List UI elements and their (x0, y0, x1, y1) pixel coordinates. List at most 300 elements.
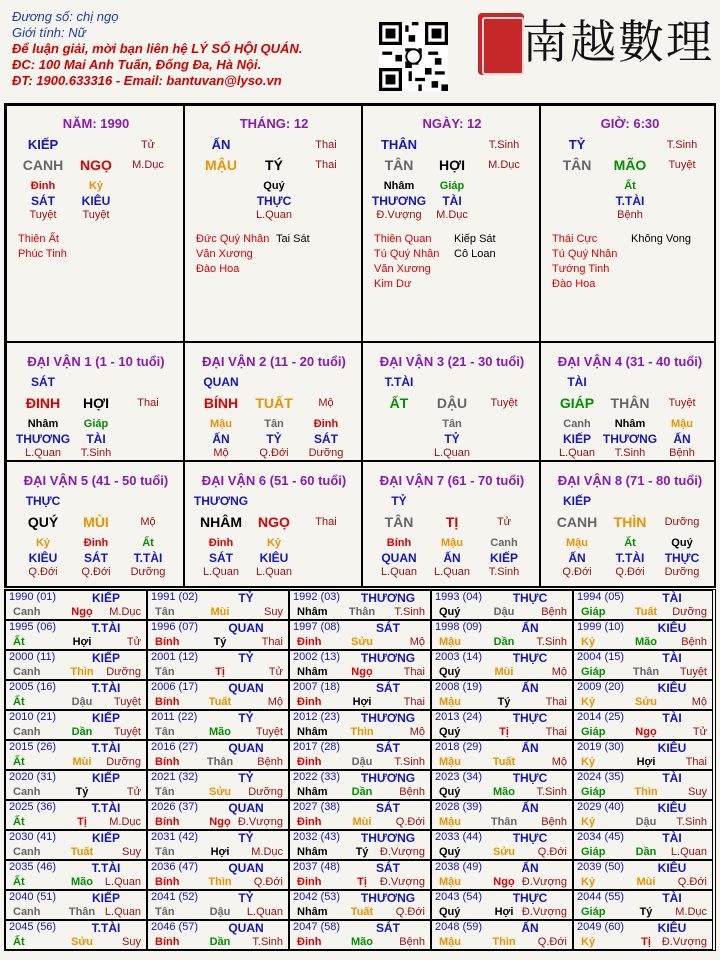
year-stem: Kỷ (581, 876, 596, 888)
dai-van-branch: MÙI (83, 514, 109, 530)
annual-luck-grid (4, 589, 716, 951)
dai-van-stage: Tuyệt (490, 397, 518, 409)
year-ten-god: T.TÀI (91, 861, 121, 875)
hidden-ten-god: ẤN (443, 551, 461, 565)
year-cell[interactable] (431, 710, 573, 740)
dai-van-stage: Thai (315, 516, 337, 528)
year-cell[interactable] (5, 860, 147, 890)
year-cell[interactable] (573, 830, 713, 860)
year-stage: Tuyệt (679, 666, 707, 678)
year-stem: Đinh (297, 816, 322, 828)
hidden-ten-god: T.TÀI (615, 551, 645, 565)
year-branch: Tị (499, 726, 509, 738)
year-stage: Thai (403, 696, 425, 708)
year-cell[interactable] (5, 890, 147, 920)
hidden-ten-god: SÁT (31, 194, 55, 208)
year-cell[interactable] (147, 800, 289, 830)
year-stem: Quý (439, 786, 461, 798)
year-ten-god: TÀI (662, 831, 682, 845)
year-cell[interactable] (5, 710, 147, 740)
star-item: Kim Dư (374, 278, 412, 290)
year-stem: Đinh (297, 936, 322, 948)
year-branch: Thìn (634, 786, 658, 798)
year-cell[interactable] (147, 710, 289, 740)
year-ten-god: ẤN (521, 801, 539, 815)
year-cell[interactable] (289, 860, 431, 890)
year-cell[interactable] (5, 680, 147, 710)
year-cell[interactable] (431, 830, 573, 860)
year-ten-god: KIÊU (657, 681, 687, 695)
year-cell[interactable] (431, 800, 573, 830)
year-label: 2025 (36) (9, 801, 57, 813)
pillar-branch: NGỌ (80, 157, 112, 173)
year-label: 2027 (38) (293, 801, 341, 813)
pillar-stem: CANH (22, 157, 64, 173)
hidden-stage: Q.Đới (81, 566, 111, 578)
year-stage: Tuyệt (255, 726, 283, 738)
hidden-stem: Tân (264, 418, 284, 430)
year-ten-god: SÁT (376, 621, 400, 635)
hidden-ten-god: SÁT (84, 551, 108, 565)
year-cell[interactable] (431, 920, 573, 950)
hidden-stem: Quý (671, 537, 693, 549)
year-cell[interactable] (573, 710, 713, 740)
year-label: 2004 (15) (577, 651, 625, 663)
star-item: Đào Hoa (196, 263, 240, 275)
year-cell[interactable] (573, 620, 713, 650)
pillar-stem: TÂN (384, 157, 414, 173)
hidden-stage: Dưỡng (664, 566, 700, 578)
year-cell[interactable] (573, 920, 713, 950)
year-label: 2009 (20) (577, 681, 625, 693)
year-cell[interactable] (573, 590, 713, 620)
year-label: 2018 (29) (435, 741, 483, 753)
year-branch: Mão (351, 936, 373, 948)
year-cell[interactable] (431, 740, 573, 770)
year-ten-god: SÁT (376, 741, 400, 755)
year-stem: Bính (155, 696, 180, 708)
year-label: 2019 (30) (577, 741, 625, 753)
year-cell[interactable] (147, 920, 289, 950)
year-stem: Nhâm (297, 666, 328, 678)
year-ten-god: TỶ (238, 771, 254, 785)
year-cell[interactable] (147, 680, 289, 710)
year-label: 2007 (18) (293, 681, 341, 693)
year-ten-god: TỶ (238, 651, 254, 665)
year-ten-god: THƯƠNG (360, 771, 416, 785)
dai-van-stem: CANH (556, 514, 598, 530)
phone-email[interactable]: ĐT: 1900.633316 - Email: bantuvan@lyso.vn (12, 73, 282, 88)
year-stage: T.Sinh (536, 786, 567, 798)
year-stem: Quý (439, 606, 461, 618)
year-label: 1997 (08) (293, 621, 341, 633)
hidden-stage: Đ.Vượng (376, 209, 422, 221)
year-cell[interactable] (147, 740, 289, 770)
year-label: 2048 (59) (435, 921, 483, 933)
year-stem: Nhâm (297, 786, 328, 798)
year-stage: Bệnh (399, 936, 425, 948)
year-ten-god: THƯƠNG (360, 651, 416, 665)
year-stage: Q.Đới (537, 846, 567, 858)
year-stem: Mậu (439, 636, 461, 648)
year-cell[interactable] (147, 650, 289, 680)
star-item: Tú Quý Nhân (552, 248, 618, 260)
pillar-stage-top: Tử (140, 139, 156, 151)
hidden-stem: Mậu (210, 418, 232, 430)
year-label: 2039 (50) (577, 861, 625, 873)
year-branch: Sửu (634, 696, 658, 708)
year-ten-god: KIẾP (91, 591, 121, 605)
year-label: 2033 (44) (435, 831, 483, 843)
year-stage: L.Quan (246, 906, 283, 918)
year-ten-god: THƯƠNG (360, 831, 416, 845)
year-stage: Tuyệt (113, 726, 141, 738)
year-ten-god: THỰC (512, 591, 548, 605)
hidden-stage: Q.Đới (28, 566, 58, 578)
year-ten-god: KIÊU (657, 741, 687, 755)
year-ten-god: QUAN (228, 801, 264, 815)
star-item: Thiên Ất (18, 233, 59, 245)
year-cell[interactable] (431, 590, 573, 620)
hidden-ten-god: KIẾP (489, 551, 519, 565)
dai-van-ten-god: TÀI (567, 375, 587, 389)
star-item: Thiên Quan (374, 233, 432, 245)
pillar-stem: MẬU (205, 157, 237, 173)
year-cell[interactable] (573, 800, 713, 830)
year-branch: Mùi (494, 666, 514, 678)
year-ten-god: TỶ (238, 711, 254, 725)
year-stage: Suy (122, 846, 141, 858)
pillar-title: NĂM: 1990 (62, 116, 130, 131)
year-stem: Kỷ (581, 936, 596, 948)
year-stage: Đ.Vượng (661, 936, 707, 948)
hidden-stem: Tân (442, 418, 462, 430)
hidden-ten-god: THƯƠNG (15, 432, 71, 446)
pillar-cell (362, 105, 540, 342)
star-item: Thái Cực (552, 233, 598, 245)
year-stem: Ất (13, 816, 25, 828)
hidden-ten-god: T.TÀI (133, 551, 163, 565)
year-stage: Mộ (267, 696, 283, 708)
year-cell[interactable] (147, 830, 289, 860)
year-branch: Sửu (208, 786, 232, 798)
year-label: 2023 (34) (435, 771, 483, 783)
year-ten-god: QUAN (228, 621, 264, 635)
year-cell[interactable] (289, 590, 431, 620)
dai-van-ten-god: QUAN (203, 375, 239, 389)
year-branch: Tuất (634, 606, 658, 618)
year-cell[interactable] (431, 650, 573, 680)
year-stem: Tân (155, 606, 175, 618)
dai-van-ten-god: SÁT (31, 375, 55, 389)
year-label: 2002 (13) (293, 651, 341, 663)
year-cell[interactable] (5, 740, 147, 770)
year-cell[interactable] (147, 770, 289, 800)
year-stage: Bệnh (541, 606, 567, 618)
year-ten-god: KIÊU (657, 621, 687, 635)
year-label: 2047 (58) (293, 921, 341, 933)
year-cell[interactable] (289, 770, 431, 800)
dai-van-branch: TỊ (445, 514, 459, 530)
year-cell[interactable] (5, 830, 147, 860)
dai-van-stage: Dưỡng (664, 516, 700, 528)
year-ten-god: SÁT (376, 801, 400, 815)
year-ten-god: ẤN (521, 621, 539, 635)
pillar-stage: M.Dục (132, 159, 164, 171)
year-branch: Hợi (636, 756, 656, 768)
dai-van-stem: ẤT (389, 395, 409, 411)
year-cell[interactable] (573, 770, 713, 800)
year-branch: Hợi (72, 636, 92, 648)
year-cell[interactable] (289, 800, 431, 830)
year-cell[interactable] (573, 890, 713, 920)
pillar-stage-top: Thai (315, 139, 337, 151)
hidden-ten-god: SÁT (209, 551, 233, 565)
year-branch: Tý (639, 906, 653, 918)
year-stem: Nhâm (297, 846, 328, 858)
year-ten-god: TỶ (238, 591, 254, 605)
year-ten-god: SÁT (376, 681, 400, 695)
year-label: 2014 (25) (577, 711, 625, 723)
year-stage: Thai (545, 726, 567, 738)
year-cell[interactable] (573, 680, 713, 710)
year-ten-god: ẤN (521, 681, 539, 695)
year-ten-god: KIẾP (91, 891, 121, 905)
hidden-stem: Mậu (441, 537, 463, 549)
year-stem: Canh (13, 606, 41, 618)
year-branch: Dần (209, 936, 231, 948)
year-label: 1995 (06) (9, 621, 57, 633)
year-stem: Bính (155, 936, 180, 948)
year-label: 2042 (53) (293, 891, 341, 903)
year-stage: Đ.Vượng (379, 846, 425, 858)
year-stage: Dưỡng (672, 606, 707, 618)
year-cell[interactable] (147, 590, 289, 620)
year-stage: M.Dục (109, 606, 141, 618)
year-branch: Mão (493, 786, 515, 798)
year-stem: Mậu (439, 756, 461, 768)
year-cell[interactable] (5, 620, 147, 650)
year-ten-god: ẤN (521, 921, 539, 935)
year-label: 1991 (02) (151, 591, 199, 603)
year-label: 2029 (40) (577, 801, 625, 813)
year-cell[interactable] (289, 740, 431, 770)
star-item: Cô Loan (454, 248, 496, 260)
pillars-grid (4, 103, 716, 588)
pillar-stage-top: T.Sinh (666, 139, 698, 151)
hidden-ten-god: THỰC (256, 194, 292, 208)
year-ten-god: KIẾP (91, 711, 121, 725)
year-stem: Ất (13, 636, 25, 648)
year-cell[interactable] (289, 920, 431, 950)
dai-van-stage: Thai (137, 397, 159, 409)
star-item: Phúc Tinh (18, 248, 67, 260)
dai-van-stem: GIÁP (559, 395, 595, 411)
year-label: 2031 (42) (151, 831, 199, 843)
year-branch: Hợi (494, 906, 514, 918)
year-branch: Mùi (210, 606, 230, 618)
year-stem: Nhâm (297, 906, 328, 918)
dai-van-title: ĐẠI VẬN 6 (51 - 60 tuổi) (201, 473, 347, 488)
year-cell[interactable] (289, 890, 431, 920)
hidden-stage: T.Sinh (488, 566, 520, 578)
hidden-ten-god: THỰC (664, 551, 700, 565)
year-label: 1999 (10) (577, 621, 625, 633)
year-label: 1993 (04) (435, 591, 483, 603)
year-branch: Thân (68, 906, 96, 918)
year-label: 2035 (46) (9, 861, 57, 873)
pillar-branch: MÃO (613, 157, 647, 173)
hidden-stage: Dưỡng (130, 566, 166, 578)
star-item: Văn Xương (196, 248, 253, 260)
year-cell[interactable] (5, 650, 147, 680)
year-ten-god: KIẾP (91, 771, 121, 785)
year-cell[interactable] (147, 860, 289, 890)
year-stage: L.Quan (104, 906, 141, 918)
hidden-stem: Đinh (313, 418, 339, 430)
year-stage: Tuyệt (113, 696, 141, 708)
dai-van-branch: NGỌ (258, 514, 290, 530)
year-branch: Thìn (350, 726, 374, 738)
year-cell[interactable] (147, 890, 289, 920)
year-stem: Bính (155, 756, 180, 768)
dai-van-title: ĐẠI VẬN 2 (11 - 20 tuổi) (202, 354, 346, 369)
year-label: 2026 (37) (151, 801, 199, 813)
year-label: 2008 (19) (435, 681, 483, 693)
contact-note: Để luận giải, mời bạn liên hệ LÝ SỐ HỘI QUÁN. (12, 41, 303, 56)
year-stem: Kỷ (581, 756, 596, 768)
star-item: Kiếp Sát (454, 233, 496, 245)
hidden-ten-god: KIẾP (562, 432, 592, 446)
year-stage: Thai (261, 636, 283, 648)
year-branch: Tị (641, 936, 651, 948)
year-branch: Hợi (210, 846, 230, 858)
year-label: 2021 (32) (151, 771, 199, 783)
year-stem: Tân (155, 666, 175, 678)
year-cell[interactable] (289, 680, 431, 710)
hidden-stem: Mậu (566, 537, 588, 549)
year-label: 1990 (01) (9, 591, 57, 603)
year-label: 2034 (45) (577, 831, 625, 843)
pillar-cell (184, 105, 362, 342)
year-cell[interactable] (431, 770, 573, 800)
year-cell[interactable] (431, 860, 573, 890)
year-stem: Giáp (581, 606, 606, 618)
dai-van-cell (184, 461, 362, 587)
year-label: 2038 (49) (435, 861, 483, 873)
pillar-stage: Thai (315, 159, 337, 171)
year-stage: Mộ (409, 726, 425, 738)
dai-van-title: ĐẠI VẬN 8 (71 - 80 tuổi) (557, 473, 703, 488)
star-item: Đào Hoa (552, 278, 596, 290)
hidden-stem: Nhâm (383, 180, 415, 192)
year-stem: Ất (13, 936, 25, 948)
year-stem: Quý (439, 846, 461, 858)
year-stem: Quý (439, 666, 461, 678)
year-stem: Đinh (297, 876, 322, 888)
year-ten-god: THƯƠNG (360, 591, 416, 605)
year-cell[interactable] (573, 650, 713, 680)
year-branch: Tị (357, 876, 367, 888)
pillar-ten-god: KIẾP (27, 137, 59, 152)
year-stem: Giáp (581, 666, 606, 678)
hidden-stem: Canh (490, 537, 518, 549)
year-branch: Thìn (208, 876, 232, 888)
hidden-stage: T.Sinh (80, 447, 112, 459)
year-stem: Mậu (439, 876, 461, 888)
year-cell[interactable] (573, 860, 713, 890)
year-branch: Mùi (636, 876, 656, 888)
year-ten-god: T.TÀI (91, 621, 121, 635)
hidden-stem: Kỷ (266, 537, 282, 549)
year-stage: Bệnh (681, 636, 707, 648)
year-cell[interactable] (289, 830, 431, 860)
year-branch: Mão (209, 726, 231, 738)
hidden-stem: Giáp (439, 180, 465, 192)
year-stem: Giáp (581, 786, 606, 798)
year-cell[interactable] (431, 620, 573, 650)
year-ten-god: TÀI (662, 591, 682, 605)
year-ten-god: SÁT (376, 921, 400, 935)
year-cell[interactable] (5, 770, 147, 800)
pillar-ten-god: ẤN (211, 137, 231, 152)
dai-van-cell (540, 342, 716, 461)
hidden-stem: Kỷ (35, 537, 51, 549)
year-cell[interactable] (5, 590, 147, 620)
hidden-stem: Ất (624, 537, 636, 549)
hidden-stage: Mộ (213, 447, 229, 459)
year-stage: Mộ (691, 696, 707, 708)
year-stage: Đ.Vượng (521, 906, 567, 918)
year-cell[interactable] (5, 920, 147, 950)
year-cell[interactable] (431, 680, 573, 710)
hidden-stage: Q.Đới (259, 447, 289, 459)
year-branch: Thân (490, 816, 518, 828)
qr-code-icon[interactable] (379, 22, 448, 91)
year-stem: Giáp (581, 726, 606, 738)
year-branch: Tý (355, 846, 369, 858)
hidden-stem: Đinh (30, 180, 56, 192)
year-stem: Bính (155, 816, 180, 828)
dai-van-ten-god: T.TÀI (384, 375, 414, 389)
year-cell[interactable] (5, 800, 147, 830)
year-stage: Q.Đới (537, 936, 567, 948)
year-branch: Dần (71, 726, 93, 738)
year-stem: Mậu (439, 696, 461, 708)
dai-van-stem: BÍNH (203, 395, 239, 411)
hidden-stem: Mậu (671, 418, 693, 430)
year-stage: T.Sinh (252, 936, 283, 948)
hidden-stage: L.Quan (255, 209, 293, 221)
year-cell[interactable] (289, 650, 431, 680)
star-item: Tú Quý Nhân (374, 248, 440, 260)
year-cell[interactable] (573, 740, 713, 770)
star-item: Không Vong (631, 233, 691, 245)
year-branch: Ngọ (493, 876, 515, 888)
year-ten-god: ẤN (521, 741, 539, 755)
year-stage: T.Sinh (394, 606, 425, 618)
year-stage: Q.Đới (395, 906, 425, 918)
year-branch: Thân (632, 666, 660, 678)
year-cell[interactable] (289, 620, 431, 650)
year-branch: Thìn (70, 666, 94, 678)
year-ten-god: TỶ (238, 891, 254, 905)
hidden-ten-god: QUAN (381, 551, 417, 565)
year-cell[interactable] (431, 890, 573, 920)
year-cell[interactable] (147, 620, 289, 650)
year-cell[interactable] (289, 710, 431, 740)
year-stage: Đ.Vượng (237, 816, 283, 828)
